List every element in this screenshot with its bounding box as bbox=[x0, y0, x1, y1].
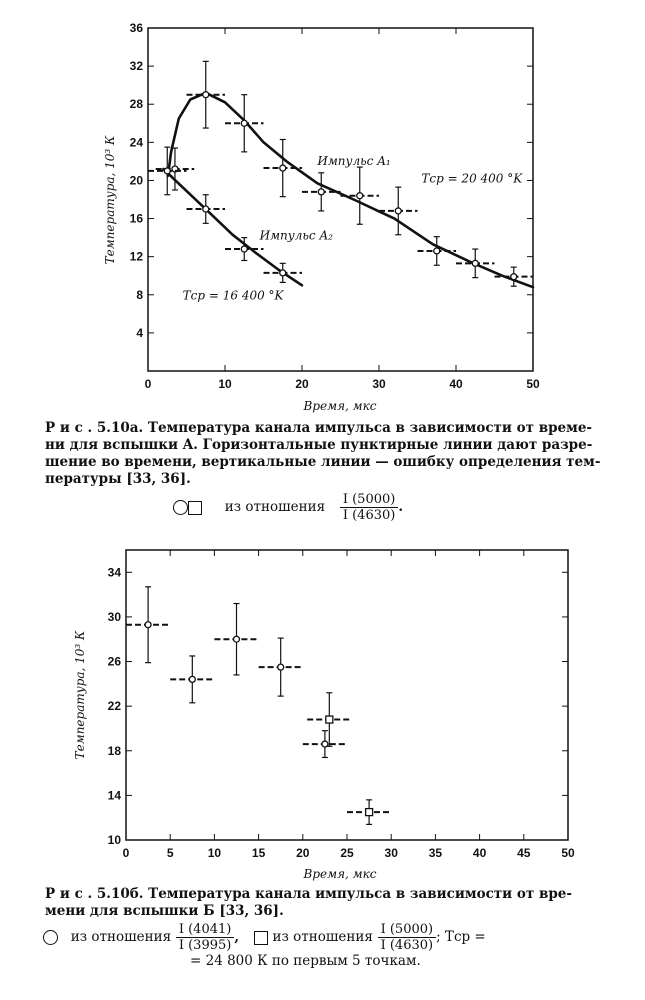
ratio-text: из отношения bbox=[70, 929, 172, 945]
circle-marker-icon bbox=[173, 500, 188, 515]
x-tick-label: 50 bbox=[526, 377, 540, 391]
caption-line: Р и с . 5.10а. Температура канала импульса в зависимости от време- bbox=[45, 420, 593, 436]
y-tick-label: 32 bbox=[129, 59, 143, 74]
x-tick-label: 20 bbox=[295, 377, 309, 391]
data-point bbox=[126, 587, 170, 663]
x-axis-label: Время, мкс bbox=[303, 399, 377, 413]
data-point bbox=[170, 656, 214, 703]
circle-marker bbox=[241, 120, 247, 126]
period: . bbox=[398, 499, 404, 515]
x-tick-label: 5 bbox=[166, 846, 174, 860]
y-tick-label: 28 bbox=[129, 97, 143, 112]
circle-marker bbox=[357, 193, 363, 199]
caption-line: Р и с . 5.10б. Температура канала импульса в зависимости от вре- bbox=[45, 886, 572, 902]
y-axis-label: Температура, 10³ К bbox=[103, 135, 117, 265]
caption-legend bbox=[43, 922, 605, 953]
chart-annotation: Импульс A₂ bbox=[259, 228, 333, 243]
x-tick-label: 50 bbox=[561, 846, 575, 860]
data-point bbox=[148, 147, 187, 195]
y-tick-label: 10 bbox=[107, 833, 121, 847]
caption-line: = 24 800 К по первым 5 точкам. bbox=[190, 953, 421, 969]
chart-annotation: Импульс A₁ bbox=[317, 154, 391, 169]
square-marker bbox=[326, 716, 333, 723]
y-tick-label: 20 bbox=[129, 173, 143, 188]
x-tick-label: 0 bbox=[122, 846, 130, 860]
x-tick-label: 15 bbox=[251, 846, 266, 860]
circle-marker bbox=[234, 636, 240, 642]
y-tick-label: 36 bbox=[129, 21, 143, 35]
y-tick-label: 16 bbox=[129, 211, 143, 226]
y-tick-label: 24 bbox=[129, 135, 143, 150]
data-point bbox=[225, 95, 264, 152]
ratio-fraction bbox=[340, 492, 399, 523]
data-point bbox=[303, 731, 347, 758]
circle-marker bbox=[145, 622, 151, 628]
data-point bbox=[259, 638, 303, 696]
chart-annotation: Tср = 20 400 °K bbox=[421, 171, 523, 186]
ratio-text: из отношения bbox=[224, 499, 326, 515]
data-point bbox=[418, 237, 457, 266]
data-point bbox=[187, 61, 226, 128]
caption-line: ни для вспышки A. Горизонтальные пунктирные линии дают разре- bbox=[45, 437, 593, 453]
circle-marker bbox=[472, 260, 478, 266]
fraction-numerator: I (5000) bbox=[340, 492, 399, 508]
x-tick-label: 0 bbox=[144, 377, 152, 391]
x-axis-label: Время, мкс bbox=[303, 867, 377, 881]
caption-line: пературы [33, 36]. bbox=[45, 471, 191, 487]
x-tick-label: 30 bbox=[372, 377, 386, 391]
circle-marker bbox=[511, 274, 517, 280]
circle-marker bbox=[280, 165, 286, 171]
square-marker-icon bbox=[254, 931, 268, 945]
x-tick-label: 25 bbox=[340, 846, 354, 860]
data-point bbox=[264, 263, 303, 282]
fit-curve bbox=[163, 169, 302, 285]
caption-line: мени для вспышки Б [33, 36]. bbox=[45, 903, 284, 919]
data-point bbox=[307, 693, 351, 747]
fraction-denominator: I (4630) bbox=[380, 938, 434, 953]
data-point bbox=[456, 249, 495, 278]
y-tick-label: 34 bbox=[107, 565, 121, 580]
x-tick-label: 40 bbox=[472, 846, 487, 860]
y-tick-label: 30 bbox=[107, 609, 121, 624]
data-point bbox=[156, 148, 195, 190]
ratio-text: из отношения bbox=[272, 929, 373, 945]
figure-5-10b bbox=[0, 545, 645, 885]
comma: , bbox=[234, 929, 240, 945]
caption-5-10b bbox=[45, 886, 605, 970]
y-tick-label: 14 bbox=[107, 788, 121, 803]
fraction-numerator: I (5000) bbox=[378, 922, 437, 938]
fit-curve bbox=[168, 93, 533, 287]
x-tick-label: 20 bbox=[296, 846, 310, 860]
circle-marker bbox=[164, 168, 170, 174]
circle-marker bbox=[189, 676, 195, 682]
circle-marker bbox=[241, 246, 247, 252]
figure-5-10a bbox=[0, 0, 645, 420]
caption-line: шение во времени, вертикальные линии — ошибку определения тем- bbox=[45, 454, 601, 470]
fraction-denominator: I (3995) bbox=[178, 938, 232, 953]
y-tick-label: 22 bbox=[107, 699, 121, 714]
y-tick-label: 18 bbox=[107, 743, 121, 758]
data-point bbox=[214, 604, 258, 675]
data-point bbox=[495, 267, 534, 286]
data-point bbox=[187, 195, 226, 224]
square-marker bbox=[366, 809, 373, 816]
chart-annotation: Tср = 16 400 °K bbox=[182, 288, 284, 303]
y-tick-label: 4 bbox=[136, 325, 143, 340]
fraction-numerator: I (4041) bbox=[176, 922, 235, 938]
x-tick-label: 35 bbox=[428, 846, 443, 860]
circle-marker bbox=[395, 208, 401, 214]
ratio-fraction bbox=[378, 922, 437, 953]
x-tick-label: 40 bbox=[449, 377, 463, 391]
data-point bbox=[347, 800, 391, 825]
circle-marker bbox=[318, 189, 324, 195]
x-tick-label: 45 bbox=[517, 846, 531, 860]
x-tick-label: 10 bbox=[218, 377, 232, 391]
circle-marker bbox=[278, 664, 284, 670]
data-point bbox=[302, 173, 341, 211]
circle-marker bbox=[434, 248, 440, 254]
circle-marker-icon bbox=[43, 930, 58, 945]
y-tick-label: 8 bbox=[136, 287, 143, 302]
temperature-label: ; Tср = bbox=[436, 929, 486, 945]
x-tick-label: 10 bbox=[207, 846, 222, 860]
y-axis-label: Температура, 10³ К bbox=[73, 630, 87, 760]
circle-marker bbox=[203, 206, 209, 212]
y-tick-label: 26 bbox=[107, 654, 121, 669]
fraction-denominator: I (4630) bbox=[342, 508, 396, 523]
caption-5-10a bbox=[45, 420, 605, 523]
data-point bbox=[225, 238, 264, 261]
x-tick-label: 30 bbox=[384, 846, 398, 860]
circle-marker bbox=[280, 270, 286, 276]
y-tick-label: 12 bbox=[129, 249, 143, 264]
data-point bbox=[379, 187, 418, 235]
data-point bbox=[341, 167, 380, 224]
square-marker-icon bbox=[188, 501, 202, 515]
ratio-fraction bbox=[176, 922, 235, 953]
circle-marker bbox=[203, 92, 209, 98]
caption-legend bbox=[45, 492, 605, 523]
